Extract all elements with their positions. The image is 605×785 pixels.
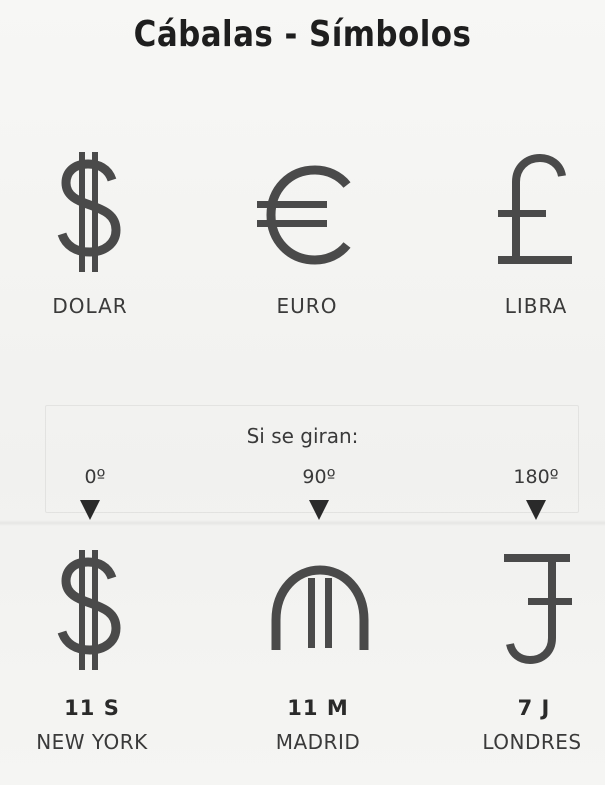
city-label-newyork: NEW YORK [36, 730, 148, 754]
city-label-londres: LONDRES [482, 730, 582, 754]
result-code-londres: 7 J [517, 696, 551, 720]
result-code-madrid: 11 M [287, 696, 349, 720]
down-arrow-icon [80, 500, 100, 520]
euro-sign-icon [255, 165, 355, 265]
city-label-madrid: MADRID [275, 730, 361, 754]
currency-label-dolar: DOLAR [52, 294, 128, 318]
page-title: Cábalas - Símbolos [133, 14, 472, 55]
down-arrow-icon [526, 500, 546, 520]
paper-fold [0, 520, 605, 526]
pound-sign-icon [490, 150, 580, 270]
currency-label-euro: EURO [276, 294, 338, 318]
dollar-sign-icon [50, 150, 130, 275]
down-arrow-icon [309, 500, 329, 520]
angle-label-0: 0º [84, 466, 106, 488]
result-code-newyork: 11 S [64, 696, 120, 720]
rotation-box [45, 405, 579, 513]
dollar-sign-icon [50, 548, 130, 673]
rotated-euro-m-icon [268, 560, 372, 660]
rotation-caption: Si se giran: [246, 424, 359, 448]
angle-label-180: 180º [513, 466, 559, 488]
angle-label-90: 90º [302, 466, 336, 488]
currency-label-libra: LIBRA [504, 294, 568, 318]
rotated-pound-j-icon [496, 550, 576, 670]
